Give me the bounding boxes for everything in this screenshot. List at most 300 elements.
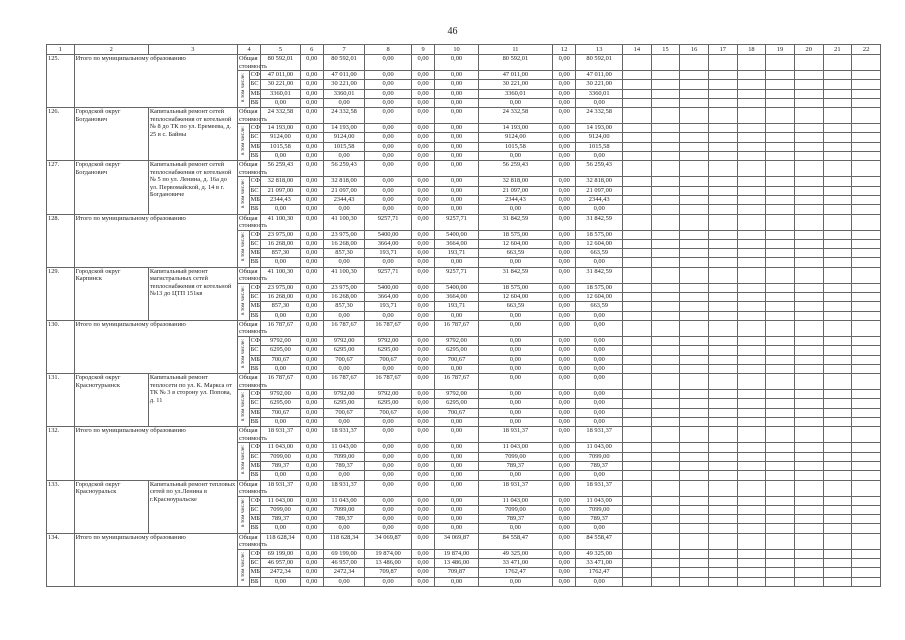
value-cell: 700,67 xyxy=(365,408,412,417)
value-cell: 32 818,00 xyxy=(576,177,623,186)
empty-cell xyxy=(794,443,823,452)
empty-cell xyxy=(737,336,766,345)
empty-cell xyxy=(852,186,881,195)
value-cell: 0,00 xyxy=(411,461,434,470)
empty-cell xyxy=(737,239,766,248)
empty-cell xyxy=(623,293,652,302)
value-cell: 0,00 xyxy=(300,355,323,364)
value-cell: 0,00 xyxy=(553,214,576,230)
value-cell: 0,00 xyxy=(365,161,412,177)
value-cell: 0,00 xyxy=(553,161,576,177)
empty-cell xyxy=(651,399,680,408)
empty-cell xyxy=(766,177,795,186)
value-cell: 16 787,67 xyxy=(323,320,364,336)
sub-label xyxy=(237,549,249,586)
value-cell: 24 332,58 xyxy=(576,108,623,124)
fund-label: МБ xyxy=(250,568,260,576)
value-cell: 0,00 xyxy=(300,515,323,524)
fund-label: МБ xyxy=(250,302,260,310)
empty-cell xyxy=(766,258,795,267)
value-cell: 7099,00 xyxy=(323,505,364,514)
empty-cell xyxy=(766,364,795,373)
empty-cell xyxy=(766,399,795,408)
value-cell: 7099,00 xyxy=(261,505,300,514)
value-cell: 0,00 xyxy=(435,80,479,89)
value-cell: 0,00 xyxy=(411,302,434,311)
value-cell: 14 193,00 xyxy=(576,124,623,133)
value-cell: 0,00 xyxy=(300,133,323,142)
value-cell: 0,00 xyxy=(411,239,434,248)
value-cell: 0,00 xyxy=(261,205,300,214)
empty-cell xyxy=(680,558,709,567)
value-cell: 16 787,67 xyxy=(435,374,479,390)
empty-cell xyxy=(852,496,881,505)
empty-cell xyxy=(737,214,766,230)
empty-cell xyxy=(737,471,766,480)
value-cell: 5400,00 xyxy=(435,230,479,239)
empty-cell xyxy=(794,558,823,567)
value-cell: 789,37 xyxy=(323,515,364,524)
value-cell: 49 325,00 xyxy=(576,549,623,558)
empty-cell xyxy=(852,142,881,151)
cost-label: Общая стоимость xyxy=(238,55,268,70)
empty-cell xyxy=(766,355,795,364)
value-cell: 0,00 xyxy=(478,399,552,408)
value-cell: 0,00 xyxy=(300,549,323,558)
empty-cell xyxy=(794,399,823,408)
value-cell: 0,00 xyxy=(411,390,434,399)
value-cell: 0,00 xyxy=(435,515,479,524)
empty-cell xyxy=(651,267,680,283)
fund-label: СФ xyxy=(250,71,260,78)
value-cell: 0,00 xyxy=(553,293,576,302)
empty-cell xyxy=(708,418,737,427)
value-cell: 84 558,47 xyxy=(576,533,623,549)
value-cell: 0,00 xyxy=(365,89,412,98)
empty-cell xyxy=(623,515,652,524)
value-cell: 0,00 xyxy=(411,408,434,417)
empty-cell xyxy=(651,346,680,355)
empty-cell xyxy=(794,152,823,161)
value-cell: 14 193,00 xyxy=(261,124,300,133)
value-cell: 0,00 xyxy=(553,80,576,89)
empty-cell xyxy=(852,399,881,408)
empty-cell xyxy=(794,320,823,336)
empty-cell xyxy=(766,515,795,524)
value-cell: 7099,00 xyxy=(576,505,623,514)
fund-label: СФ xyxy=(250,336,260,344)
empty-cell xyxy=(852,452,881,461)
value-cell: 16 787,67 xyxy=(365,374,412,390)
fund-label: БС xyxy=(249,399,261,408)
value-cell: 0,00 xyxy=(411,524,434,533)
empty-cell xyxy=(708,452,737,461)
page-number: 46 xyxy=(447,26,458,37)
value-cell: 41 100,30 xyxy=(323,267,364,283)
value-cell: 1015,58 xyxy=(261,142,300,151)
empty-cell xyxy=(737,577,766,586)
value-cell: 16 787,67 xyxy=(261,374,300,390)
column-header: 15 xyxy=(651,45,680,55)
value-cell: 0,00 xyxy=(478,205,552,214)
value-cell: 56 259,43 xyxy=(261,161,300,177)
empty-cell xyxy=(823,471,852,480)
value-cell: 0,00 xyxy=(435,71,479,80)
empty-cell xyxy=(823,293,852,302)
empty-cell xyxy=(680,71,709,80)
cost-label: Общая стоимость xyxy=(238,374,268,389)
value-cell: 9792,00 xyxy=(323,390,364,399)
value-cell: 0,00 xyxy=(300,124,323,133)
table-row xyxy=(47,267,881,283)
value-cell: 0,00 xyxy=(300,390,323,399)
table-row xyxy=(47,374,881,390)
value-cell: 47 011,00 xyxy=(261,71,300,80)
value-cell: 9792,00 xyxy=(365,390,412,399)
empty-cell xyxy=(852,364,881,373)
empty-cell xyxy=(852,461,881,470)
value-cell: 0,00 xyxy=(435,142,479,151)
value-cell: 19 874,00 xyxy=(435,549,479,558)
empty-cell xyxy=(823,152,852,161)
value-cell: 0,00 xyxy=(576,311,623,320)
value-cell: 0,00 xyxy=(323,152,364,161)
cost-label: Общая стоимость xyxy=(238,427,268,442)
value-cell: 0,00 xyxy=(411,80,434,89)
empty-cell xyxy=(623,399,652,408)
value-cell: 0,00 xyxy=(435,418,479,427)
empty-cell xyxy=(623,408,652,417)
empty-cell xyxy=(708,505,737,514)
empty-cell xyxy=(737,283,766,292)
empty-cell xyxy=(708,80,737,89)
fund-label: МБ xyxy=(250,461,260,469)
empty-cell xyxy=(708,152,737,161)
value-cell: 0,00 xyxy=(323,311,364,320)
value-cell: 0,00 xyxy=(411,108,434,124)
fund-label: ВБ xyxy=(249,524,261,533)
value-cell: 0,00 xyxy=(365,496,412,505)
value-cell: 0,00 xyxy=(576,364,623,373)
value-cell: 0,00 xyxy=(553,267,576,283)
value-cell: 0,00 xyxy=(411,374,434,390)
empty-cell xyxy=(651,239,680,248)
empty-cell xyxy=(680,443,709,452)
value-cell: 0,00 xyxy=(553,249,576,258)
empty-cell xyxy=(680,239,709,248)
value-cell: 0,00 xyxy=(553,311,576,320)
value-cell: 6295,00 xyxy=(365,399,412,408)
empty-cell xyxy=(708,399,737,408)
sub-label-text: в том числе: xyxy=(240,179,247,209)
empty-cell xyxy=(737,533,766,549)
table-row xyxy=(47,480,881,496)
value-cell: 0,00 xyxy=(300,80,323,89)
value-cell: 3664,00 xyxy=(435,293,479,302)
cost-label: Общая стоимость xyxy=(238,267,268,283)
value-cell: 663,59 xyxy=(576,302,623,311)
empty-cell xyxy=(651,452,680,461)
empty-cell xyxy=(737,496,766,505)
empty-cell xyxy=(766,124,795,133)
value-cell: 16 268,00 xyxy=(261,239,300,248)
empty-cell xyxy=(766,195,795,204)
value-cell: 0,00 xyxy=(365,364,412,373)
empty-cell xyxy=(766,577,795,586)
budget-table xyxy=(46,44,881,587)
row-number: 131. xyxy=(47,374,75,427)
empty-cell xyxy=(766,336,795,345)
value-cell: 0,00 xyxy=(576,336,623,345)
fund-label: БС xyxy=(249,186,261,195)
value-cell: 34 069,87 xyxy=(435,533,479,549)
value-cell: 0,00 xyxy=(411,346,434,355)
value-cell: 0,00 xyxy=(435,577,479,586)
empty-cell xyxy=(737,320,766,336)
empty-cell xyxy=(823,496,852,505)
empty-cell xyxy=(823,480,852,496)
value-cell: 31 842,59 xyxy=(576,267,623,283)
empty-cell xyxy=(708,267,737,283)
value-cell: 0,00 xyxy=(478,311,552,320)
empty-cell xyxy=(823,214,852,230)
value-cell: 11 043,00 xyxy=(576,496,623,505)
empty-cell xyxy=(794,346,823,355)
value-cell: 18 931,37 xyxy=(478,427,552,443)
value-cell: 2472,34 xyxy=(261,568,300,577)
empty-cell xyxy=(623,346,652,355)
value-cell: 9792,00 xyxy=(323,336,364,345)
column-header: 16 xyxy=(680,45,709,55)
value-cell: 0,00 xyxy=(411,399,434,408)
sub-label xyxy=(237,283,249,320)
empty-cell xyxy=(680,568,709,577)
empty-cell xyxy=(852,258,881,267)
sub-label-text: в том числе: xyxy=(240,551,247,581)
value-cell: 0,00 xyxy=(323,364,364,373)
value-cell: 0,00 xyxy=(576,355,623,364)
value-cell: 56 259,43 xyxy=(478,161,552,177)
empty-cell xyxy=(623,558,652,567)
value-cell: 0,00 xyxy=(411,258,434,267)
value-cell: 0,00 xyxy=(553,549,576,558)
column-header: 14 xyxy=(623,45,652,55)
empty-cell xyxy=(852,471,881,480)
table-row xyxy=(47,533,881,549)
value-cell: 16 787,67 xyxy=(261,320,300,336)
empty-cell xyxy=(651,142,680,151)
fund-label: МБ xyxy=(250,89,260,97)
value-cell: 0,00 xyxy=(553,186,576,195)
value-cell: 0,00 xyxy=(576,390,623,399)
empty-cell xyxy=(651,98,680,107)
empty-cell xyxy=(623,418,652,427)
value-cell: 5400,00 xyxy=(365,230,412,239)
value-cell: 0,00 xyxy=(435,480,479,496)
empty-cell xyxy=(766,55,795,71)
empty-cell xyxy=(852,568,881,577)
empty-cell xyxy=(852,267,881,283)
empty-cell xyxy=(794,108,823,124)
value-cell: 18 575,00 xyxy=(478,230,552,239)
empty-cell xyxy=(680,533,709,549)
sub-label-text: в том числе: xyxy=(240,72,247,103)
municipality-name: Итого по муниципальному образованию xyxy=(74,533,237,586)
empty-cell xyxy=(823,461,852,470)
value-cell: 69 199,00 xyxy=(323,549,364,558)
empty-cell xyxy=(852,177,881,186)
cost-label: Общая стоимость xyxy=(238,108,268,123)
value-cell: 0,00 xyxy=(435,186,479,195)
value-cell: 0,00 xyxy=(365,418,412,427)
value-cell: 12 604,00 xyxy=(576,239,623,248)
value-cell: 0,00 xyxy=(365,142,412,151)
value-cell: 700,67 xyxy=(323,408,364,417)
value-cell: 2344,43 xyxy=(323,195,364,204)
fund-label: ВБ xyxy=(249,418,261,427)
value-cell: 789,37 xyxy=(261,515,300,524)
value-cell: 7099,00 xyxy=(478,452,552,461)
value-cell: 0,00 xyxy=(553,258,576,267)
empty-cell xyxy=(794,311,823,320)
value-cell: 0,00 xyxy=(411,98,434,107)
value-cell: 0,00 xyxy=(411,177,434,186)
value-cell: 23 975,00 xyxy=(261,230,300,239)
value-cell: 0,00 xyxy=(478,152,552,161)
empty-cell xyxy=(794,461,823,470)
column-header: 10 xyxy=(435,45,479,55)
empty-cell xyxy=(651,533,680,549)
empty-cell xyxy=(823,161,852,177)
empty-cell xyxy=(823,108,852,124)
empty-cell xyxy=(766,320,795,336)
column-header: 6 xyxy=(300,45,323,55)
empty-cell xyxy=(852,427,881,443)
empty-cell xyxy=(794,267,823,283)
empty-cell xyxy=(852,355,881,364)
empty-cell xyxy=(766,427,795,443)
empty-cell xyxy=(823,205,852,214)
empty-cell xyxy=(823,336,852,345)
fund-label: СФ xyxy=(250,549,260,557)
fund-label: СФ xyxy=(250,496,260,504)
value-cell: 0,00 xyxy=(323,205,364,214)
value-cell: 0,00 xyxy=(435,161,479,177)
empty-cell xyxy=(852,195,881,204)
empty-cell xyxy=(623,55,652,71)
empty-cell xyxy=(766,418,795,427)
value-cell: 0,00 xyxy=(261,311,300,320)
empty-cell xyxy=(651,390,680,399)
empty-cell xyxy=(680,258,709,267)
empty-cell xyxy=(708,133,737,142)
empty-cell xyxy=(823,258,852,267)
value-cell: 0,00 xyxy=(300,186,323,195)
empty-cell xyxy=(708,98,737,107)
empty-cell xyxy=(737,124,766,133)
value-cell: 0,00 xyxy=(478,408,552,417)
empty-cell xyxy=(766,533,795,549)
table-row xyxy=(47,214,881,230)
value-cell: 0,00 xyxy=(300,320,323,336)
empty-cell xyxy=(766,471,795,480)
value-cell: 0,00 xyxy=(411,427,434,443)
empty-cell xyxy=(852,249,881,258)
value-cell: 0,00 xyxy=(323,471,364,480)
empty-cell xyxy=(651,230,680,239)
value-cell: 0,00 xyxy=(553,461,576,470)
empty-cell xyxy=(794,452,823,461)
column-header: 1 xyxy=(47,45,75,55)
sub-label xyxy=(237,390,249,427)
value-cell: 3664,00 xyxy=(435,239,479,248)
value-cell: 0,00 xyxy=(478,390,552,399)
empty-cell xyxy=(651,515,680,524)
empty-cell xyxy=(823,346,852,355)
column-header: 11 xyxy=(478,45,552,55)
value-cell: 0,00 xyxy=(553,230,576,239)
value-cell: 0,00 xyxy=(300,471,323,480)
value-cell: 0,00 xyxy=(553,418,576,427)
empty-cell xyxy=(794,374,823,390)
empty-cell xyxy=(708,71,737,80)
value-cell: 0,00 xyxy=(323,418,364,427)
value-cell: 193,71 xyxy=(435,249,479,258)
empty-cell xyxy=(623,549,652,558)
value-cell: 9257,71 xyxy=(435,267,479,283)
value-cell: 18 931,37 xyxy=(261,480,300,496)
header-row xyxy=(47,45,881,55)
value-cell: 0,00 xyxy=(553,71,576,80)
empty-cell xyxy=(823,364,852,373)
empty-cell xyxy=(623,471,652,480)
value-cell: 41 100,30 xyxy=(323,214,364,230)
value-cell: 0,00 xyxy=(365,152,412,161)
value-cell: 14 193,00 xyxy=(478,124,552,133)
value-cell: 16 787,67 xyxy=(365,320,412,336)
empty-cell xyxy=(651,558,680,567)
column-header: 19 xyxy=(766,45,795,55)
value-cell: 0,00 xyxy=(553,496,576,505)
empty-cell xyxy=(651,205,680,214)
fund-label: МБ xyxy=(250,515,260,523)
value-cell: 0,00 xyxy=(411,533,434,549)
value-cell: 0,00 xyxy=(435,496,479,505)
empty-cell xyxy=(794,480,823,496)
value-cell: 789,37 xyxy=(576,515,623,524)
empty-cell xyxy=(766,214,795,230)
value-cell: 0,00 xyxy=(553,124,576,133)
fund-label: МБ xyxy=(250,249,260,257)
empty-cell xyxy=(708,124,737,133)
value-cell: 6295,00 xyxy=(323,346,364,355)
value-cell: 0,00 xyxy=(576,471,623,480)
empty-cell xyxy=(651,374,680,390)
value-cell: 0,00 xyxy=(365,524,412,533)
empty-cell xyxy=(852,515,881,524)
value-cell: 0,00 xyxy=(553,89,576,98)
fund-label: ВБ xyxy=(249,258,261,267)
empty-cell xyxy=(623,461,652,470)
empty-cell xyxy=(651,549,680,558)
value-cell: 0,00 xyxy=(300,239,323,248)
value-cell: 0,00 xyxy=(553,399,576,408)
empty-cell xyxy=(708,443,737,452)
value-cell: 0,00 xyxy=(553,515,576,524)
empty-cell xyxy=(708,524,737,533)
empty-cell xyxy=(680,524,709,533)
value-cell: 0,00 xyxy=(553,346,576,355)
